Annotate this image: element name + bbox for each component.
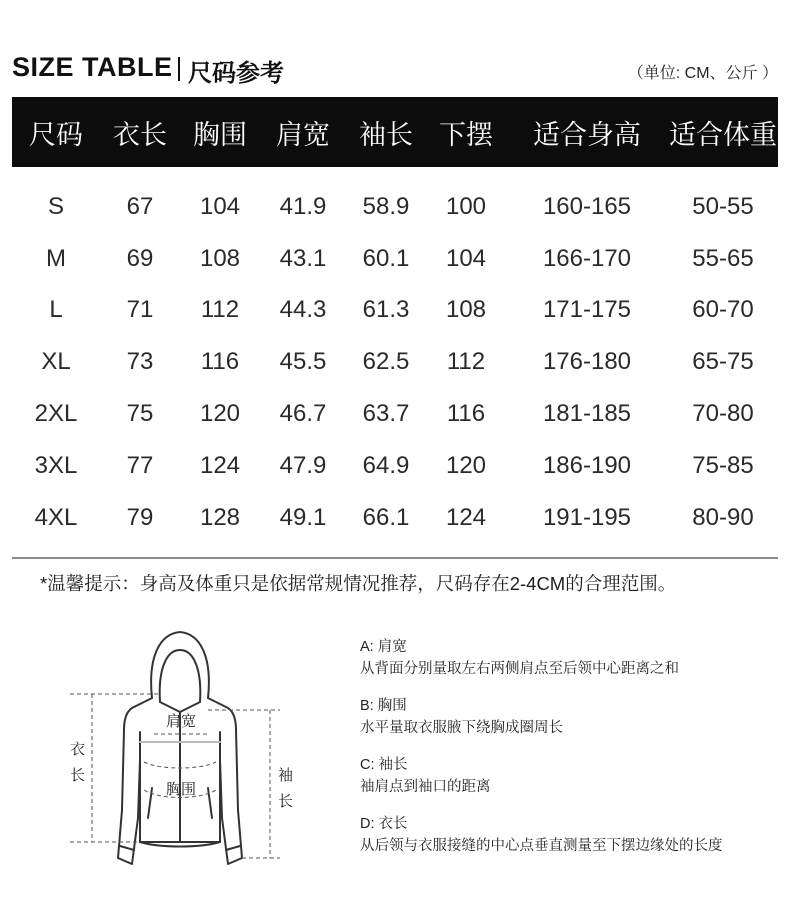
table-cell: 63.7	[362, 400, 410, 428]
table-cell: 77	[126, 451, 154, 479]
note-title: B: 胸围	[360, 698, 407, 714]
col-header-sleeve: 袖长	[359, 119, 413, 150]
table-cell: 70-80	[692, 400, 754, 428]
col-header-size: 尺码	[29, 119, 83, 150]
table-cell: 124	[199, 451, 241, 479]
table-cell: 108	[199, 244, 241, 272]
col-header-length: 衣长	[113, 119, 167, 150]
unit-note: （单位: CM、公斤 ）	[627, 65, 778, 82]
table-cell: 104	[445, 244, 487, 272]
label-length-2: 长	[70, 767, 86, 784]
col-header-height: 适合身高	[533, 119, 641, 150]
note-title: D: 衣长	[360, 816, 408, 832]
title-english: SIZE TABLE	[12, 52, 173, 82]
table-cell: 43.1	[279, 244, 327, 272]
table-row	[12, 233, 778, 285]
note-desc: 从背面分别量取左右两侧肩点至后领中心距离之和	[360, 661, 679, 677]
page-header	[12, 50, 778, 90]
col-header-shoulder: 肩宽	[276, 119, 330, 150]
title-separator	[178, 57, 180, 81]
table-row	[12, 181, 778, 233]
note-length	[360, 813, 780, 857]
label-sleeve-1: 袖	[278, 767, 294, 784]
table-cell: 73	[126, 348, 154, 376]
table-cell: 4XL	[34, 503, 78, 531]
table-cell: 120	[199, 400, 241, 428]
table-cell: 75-85	[692, 451, 754, 479]
table-cell: 166-170	[542, 244, 632, 272]
table-cell: 128	[199, 503, 241, 531]
col-header-chest: 胸围	[193, 119, 247, 150]
table-cell: 61.3	[362, 296, 410, 324]
table-cell: 66.1	[362, 503, 410, 531]
table-cell: 60-70	[692, 296, 754, 324]
table-cell: 112	[200, 296, 240, 324]
jacket-illustration	[60, 620, 300, 875]
table-cell: 120	[445, 451, 487, 479]
table-cell: 65-75	[692, 348, 754, 376]
col-header-weight: 适合体重	[669, 119, 777, 150]
table-cell: 3XL	[34, 451, 78, 479]
table-cell: 100	[445, 192, 487, 220]
title-chinese: 尺码参考	[188, 60, 284, 87]
note-desc: 水平量取衣服腋下绕胸成圈周长	[360, 720, 563, 736]
table-cell: 108	[445, 296, 487, 324]
table-header	[12, 97, 778, 167]
table-row	[12, 336, 778, 388]
label-sleeve-2: 长	[278, 793, 294, 810]
table-cell: 55-65	[692, 244, 754, 272]
table-cell: 60.1	[362, 244, 410, 272]
table-cell: 112	[446, 348, 486, 376]
col-header-hem: 下摆	[439, 119, 493, 150]
table-cell: 69	[126, 244, 154, 272]
table-cell: M	[46, 244, 66, 272]
size-table	[12, 97, 778, 544]
table-cell: 124	[445, 503, 487, 531]
table-cell: 104	[199, 192, 241, 220]
table-cell: 191-195	[542, 503, 632, 531]
table-cell: 62.5	[362, 348, 410, 376]
table-cell: 47.9	[279, 451, 327, 479]
note-desc: 从后领与衣服接缝的中心点垂直测量至下摆边缘处的长度	[360, 838, 723, 854]
table-row	[12, 440, 778, 492]
table-cell: 80-90	[692, 503, 754, 531]
table-cell: 176-180	[542, 348, 632, 376]
table-cell: 186-190	[542, 451, 632, 479]
table-cell: 171-175	[542, 296, 632, 324]
table-row	[12, 388, 778, 440]
label-length-1: 衣	[70, 741, 86, 758]
table-cell: 71	[126, 296, 154, 324]
note-chest	[360, 695, 780, 739]
note-title: A: 肩宽	[360, 639, 407, 655]
note-desc: 袖肩点到袖口的距离	[360, 779, 491, 795]
label-chest: 胸围	[166, 781, 197, 798]
note-sleeve	[360, 754, 780, 798]
section-divider	[12, 557, 778, 559]
table-cell: 45.5	[279, 348, 327, 376]
note-shoulder	[360, 636, 780, 680]
note-title: C: 袖长	[360, 757, 408, 773]
table-body	[12, 167, 778, 544]
table-cell: 46.7	[279, 400, 327, 428]
table-cell: 2XL	[34, 400, 78, 428]
table-cell: S	[47, 192, 64, 220]
table-cell: 67	[126, 192, 154, 220]
table-row	[12, 492, 778, 544]
table-cell: 41.9	[279, 192, 327, 220]
table-cell: 181-185	[542, 400, 632, 428]
table-cell: 79	[126, 503, 154, 531]
table-row	[12, 285, 778, 337]
table-cell: L	[49, 296, 63, 324]
table-cell: 58.9	[362, 192, 410, 220]
table-cell: 116	[446, 400, 486, 428]
table-cell: 50-55	[692, 192, 754, 220]
label-shoulder: 肩宽	[166, 713, 197, 730]
measurement-notes	[360, 636, 780, 872]
table-cell: 75	[126, 400, 154, 428]
table-cell: 44.3	[279, 296, 327, 324]
table-cell: 49.1	[279, 503, 327, 531]
table-cell: 116	[200, 348, 240, 376]
table-cell: 160-165	[542, 192, 632, 220]
table-cell: XL	[41, 348, 71, 376]
jacket-diagram	[60, 620, 300, 875]
table-cell: 64.9	[362, 451, 410, 479]
tip-text: *温馨提示：身高及体重只是依据常规情况推荐，尺码存在2-4CM的合理范围。	[40, 573, 677, 594]
